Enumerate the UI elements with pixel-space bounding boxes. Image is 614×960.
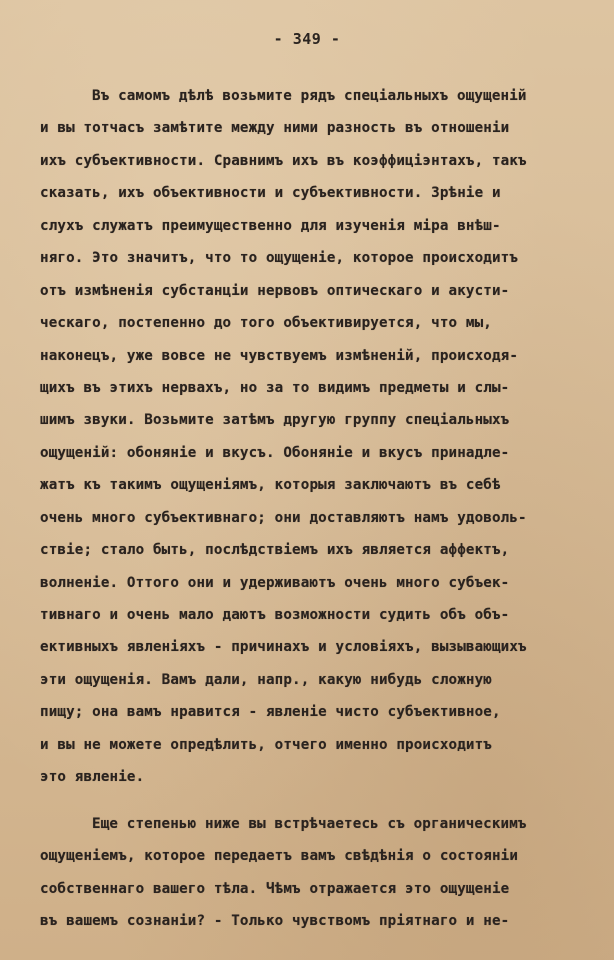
text-line: и вы тотчасъ замѣтите между ними разность въ отношеніи xyxy=(40,120,510,137)
paragraph xyxy=(40,80,600,794)
text-line: и вы не можете опредѣлить, отчего именно происходитъ xyxy=(40,736,492,753)
text-line: ческаго, постепенно до того объективируется, что мы, xyxy=(40,315,492,332)
text-line: въ вашемъ сознаніи? - Только чувствомъ пріятнаго и не- xyxy=(40,912,510,929)
paragraph-gap xyxy=(40,794,600,808)
text-line: отъ измѣненія субстанціи нервовъ оптическаго и акусти- xyxy=(40,282,510,299)
text-line: ективныхъ явленіяхъ - причинахъ и условіяхъ, вызывающихъ xyxy=(40,639,527,656)
text-line: волненіе. Оттого они и удерживаютъ очень много субъек- xyxy=(40,574,510,591)
text-line: очень много субъективнаго; они доставляютъ намъ удоволь- xyxy=(40,509,527,526)
text-line: собственнаго вашего тѣла. Чѣмъ отражается это ощущеніе xyxy=(40,880,510,897)
paragraph xyxy=(40,808,600,938)
text-line: наконецъ, уже вовсе не чувствуемъ измѣненій, происходя- xyxy=(40,347,519,364)
text-line: шимъ звуки. Возьмите затѣмъ другую группу спеціальныхъ xyxy=(40,412,510,429)
text-line: ихъ субъективности. Сравнимъ ихъ въ коэффиціэнтахъ, такъ xyxy=(40,152,527,169)
text-line: щихъ въ этихъ нервахъ, но за то видимъ предметы и слы- xyxy=(40,379,510,396)
text-line: ствіе; стало быть, послѣдствіемъ ихъ является аффектъ, xyxy=(40,542,510,559)
text-line: няго. Это значитъ, что то ощущеніе, которое происходитъ xyxy=(40,250,519,267)
text-line: Еще степенью ниже вы встрѣчаетесь съ органическимъ xyxy=(92,815,527,832)
text-line: жатъ къ такимъ ощущеніямъ, которыя заключаютъ въ себѣ xyxy=(40,477,501,494)
text-line: тивнаго и очень мало даютъ возможности судить объ объ- xyxy=(40,607,510,623)
body-text xyxy=(40,80,600,937)
text-line: Въ самомъ дѣлѣ возьмите рядъ спеціальныхъ ощущеній xyxy=(92,88,527,104)
text-line: пищу; она вамъ нравится - явленіе чисто субъективное, xyxy=(40,704,501,721)
text-line: это явленіе. xyxy=(40,769,145,786)
text-line: слухъ служатъ преимущественно для изученія міра внѣш- xyxy=(40,217,501,234)
page-number: - 349 - xyxy=(273,30,341,48)
text-line: сказать, ихъ объективности и субъективности. Зрѣніе и xyxy=(40,185,501,202)
text-line: ощущеній: обоняніе и вкусъ. Обоняніе и вкусъ принадле- xyxy=(40,444,510,461)
text-line: эти ощущенія. Вамъ дали, напр., какую нибудь сложную xyxy=(40,671,492,688)
text-line: ощущеніемъ, которое передаетъ вамъ свѣдѣнія о состояніи xyxy=(40,848,519,865)
